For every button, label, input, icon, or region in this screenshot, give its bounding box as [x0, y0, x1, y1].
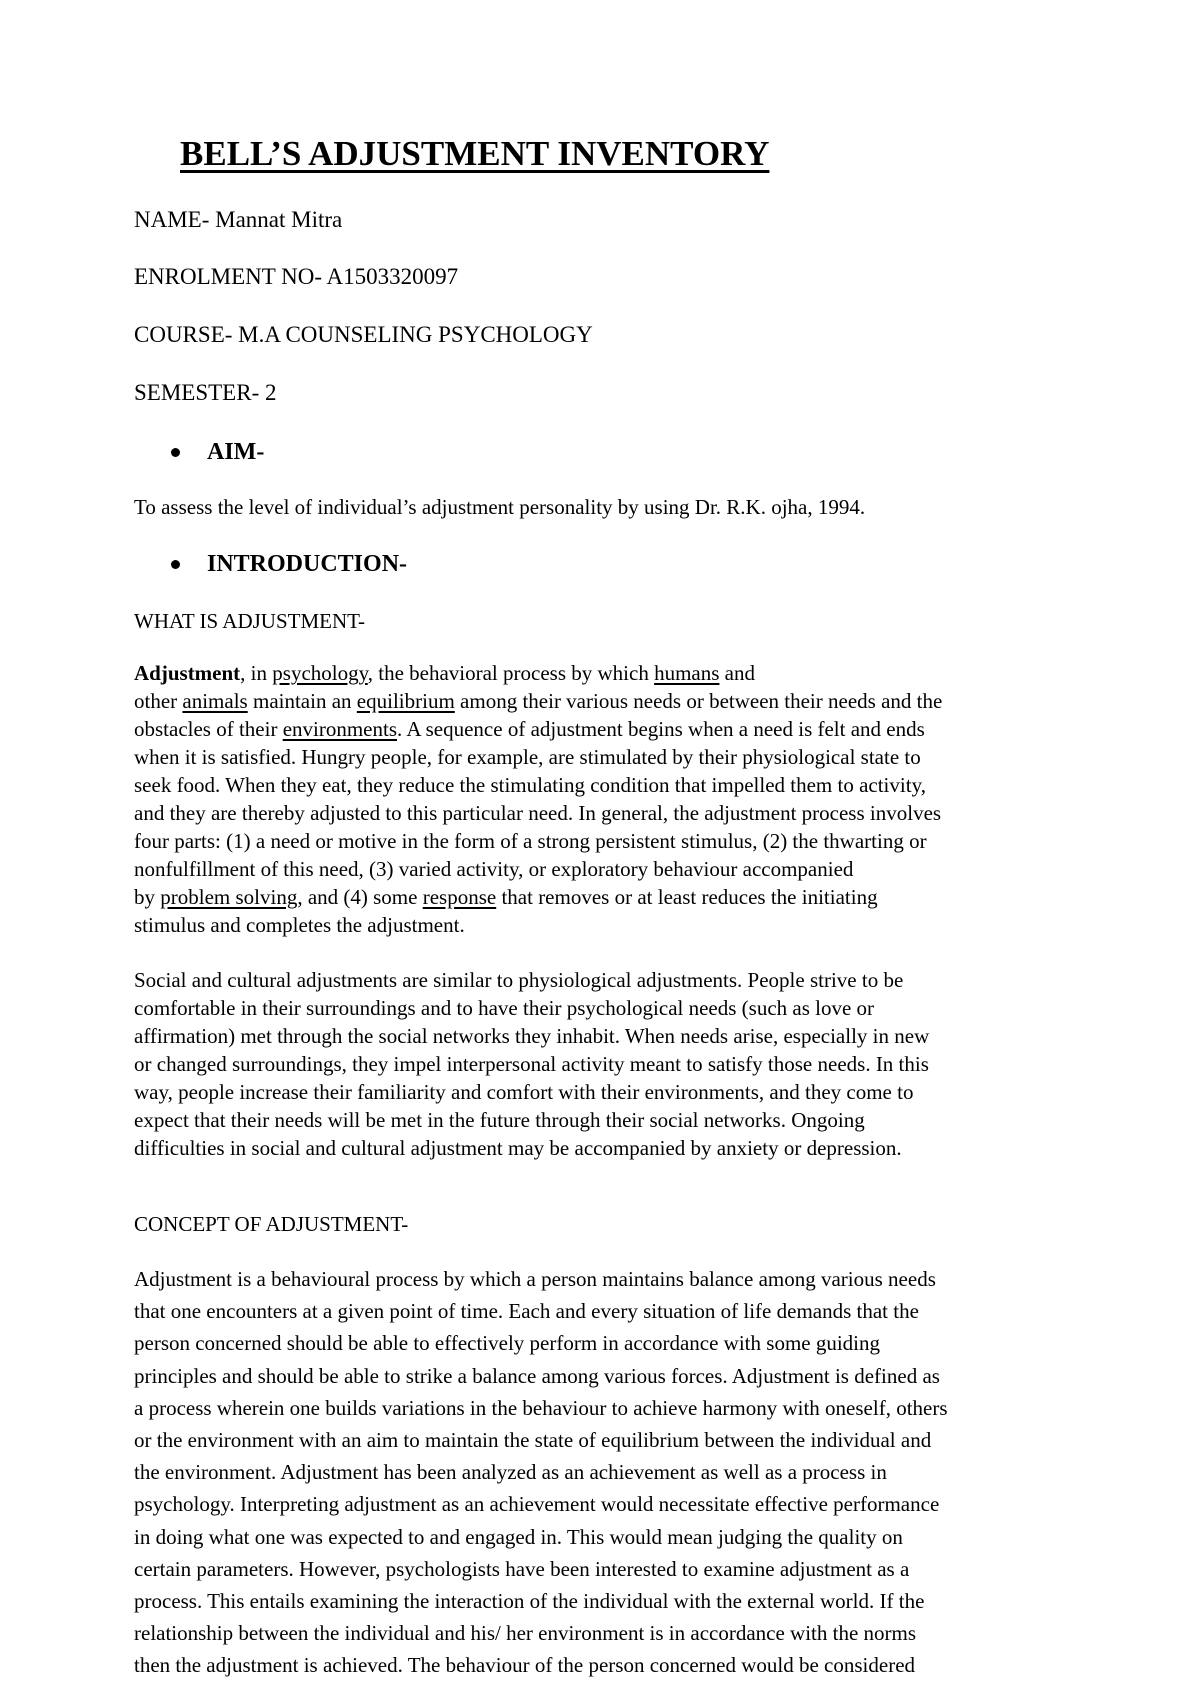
link-animals[interactable]: animals — [182, 689, 248, 713]
link-problem-solving[interactable]: problem solving — [160, 885, 298, 909]
text-span: other — [134, 689, 183, 713]
link-equilibrium[interactable]: equilibrium — [356, 689, 455, 713]
aim-heading-label: AIM- — [207, 439, 265, 465]
paragraph-line: or changed surroundings, they impel interpersonal activity meant to satisfy those needs. In this — [134, 1052, 929, 1076]
bullet-icon — [171, 560, 180, 569]
paragraph-line: expect that their needs will be met in the future through their social networks. Ongoing — [134, 1108, 865, 1132]
semester-field: SEMESTER- 2 — [134, 380, 277, 405]
bold-term: Adjustment — [134, 661, 241, 685]
course-field: COURSE- M.A COUNSELING PSYCHOLOGY — [134, 322, 593, 347]
aim-heading — [171, 439, 264, 466]
introduction-heading-label: INTRODUCTION- — [207, 551, 408, 577]
text-span: and — [719, 661, 755, 685]
paragraph-line: when it is satisfied. Hungry people, for example, are stimulated by their physiological state to — [134, 745, 921, 769]
paragraph-line: psychology. Interpreting adjustment as an achievement would necessitate effective performance — [134, 1492, 940, 1517]
link-psychology[interactable]: psychology — [272, 661, 368, 685]
paragraph-line — [134, 715, 1084, 743]
text-span: , the behavioral process by which — [367, 661, 655, 685]
paragraph-line: Adjustment is a behavioural process by which a person maintains balance among various needs — [134, 1267, 936, 1291]
paragraph-line: Social and cultural adjustments are similar to physiological adjustments. People strive to be — [134, 968, 904, 992]
link-humans[interactable]: humans — [654, 661, 720, 685]
concept-subheading: CONCEPT OF ADJUSTMENT- — [134, 1212, 409, 1236]
bullet-icon — [171, 448, 180, 457]
text-span: by — [134, 885, 161, 909]
paragraph-line: certain parameters. However, psychologists have been interested to examine adjustment as a — [134, 1556, 910, 1581]
aim-text: To assess the level of individual’s adjustment personality by using Dr. R.K. ojha, 1994. — [134, 495, 866, 519]
concept-paragraph — [134, 1263, 1084, 1681]
paragraph-line: a process wherein one builds variations in the behaviour to achieve harmony with oneself, others — [134, 1395, 948, 1420]
paragraph-line: comfortable in their surroundings and to have their psychological needs (such as love or — [134, 996, 875, 1020]
what-is-adjustment-subheading: WHAT IS ADJUSTMENT- — [134, 609, 366, 633]
document-title: BELL’S ADJUSTMENT INVENTORY — [180, 134, 770, 173]
name-field: NAME- Mannat Mitra — [134, 207, 343, 232]
text-span: that removes or at least reduces the initiating — [496, 885, 878, 909]
paragraph-line: that one encounters at a given point of time. Each and every situation of life demands that the — [134, 1299, 919, 1324]
paragraph-line: in doing what one was expected to and engaged in. This would mean judging the quality on — [134, 1524, 903, 1549]
paragraph-line: relationship between the individual and his/ her environment is in accordance with the norms — [134, 1621, 917, 1646]
enrolment-field: ENROLMENT NO- A1503320097 — [134, 264, 459, 289]
paragraph-line: the environment. Adjustment has been analyzed as an achievement as well as a process in — [134, 1460, 887, 1485]
introduction-paragraph-1 — [134, 659, 1084, 939]
paragraph-line: stimulus and completes the adjustment. — [134, 913, 465, 937]
paragraph-line: principles and should be able to strike a balance among various forces. Adjustment is defined as — [134, 1363, 940, 1388]
text-span: , in — [240, 661, 273, 685]
introduction-heading — [171, 551, 407, 578]
text-span: maintain an — [247, 689, 357, 713]
paragraph-line: seek food. When they eat, they reduce the stimulating condition that impelled them to activity, — [134, 773, 926, 797]
text-span: . A sequence of adjustment begins when a need is felt and ends — [397, 717, 925, 741]
paragraph-line: or the environment with an aim to maintain the state of equilibrium between the individual and — [134, 1427, 932, 1452]
paragraph-line — [134, 687, 1084, 715]
paragraph-line: process. This entails examining the interaction of the individual with the external world. If the — [134, 1588, 925, 1613]
paragraph-line — [134, 883, 1084, 911]
paragraph-line: then the adjustment is achieved. The behaviour of the person concerned would be considered — [134, 1653, 916, 1678]
text-span: obstacles of their — [134, 717, 283, 741]
paragraph-line: person concerned should be able to effectively perform in accordance with some guiding — [134, 1331, 881, 1356]
link-environments[interactable]: environments — [282, 717, 398, 741]
text-span: among their various needs or between their needs and the — [454, 689, 943, 713]
paragraph-line: affirmation) met through the social networks they inhabit. When needs arise, especially in new — [134, 1024, 930, 1048]
paragraph-line: nonfulfillment of this need, (3) varied activity, or exploratory behaviour accompanied — [134, 857, 854, 881]
paragraph-line — [134, 659, 1084, 687]
paragraph-line: four parts: (1) a need or motive in the form of a strong persistent stimulus, (2) the thwarting or — [134, 829, 927, 853]
paragraph-line: difficulties in social and cultural adjustment may be accompanied by anxiety or depression. — [134, 1136, 902, 1160]
paragraph-line: way, people increase their familiarity and comfort with their environments, and they come to — [134, 1080, 914, 1104]
text-span: , and (4) some — [297, 885, 423, 909]
link-response[interactable]: response — [422, 885, 497, 909]
paragraph-line: and they are thereby adjusted to this particular need. In general, the adjustment process involves — [134, 801, 942, 825]
introduction-paragraph-2 — [134, 966, 1084, 1162]
